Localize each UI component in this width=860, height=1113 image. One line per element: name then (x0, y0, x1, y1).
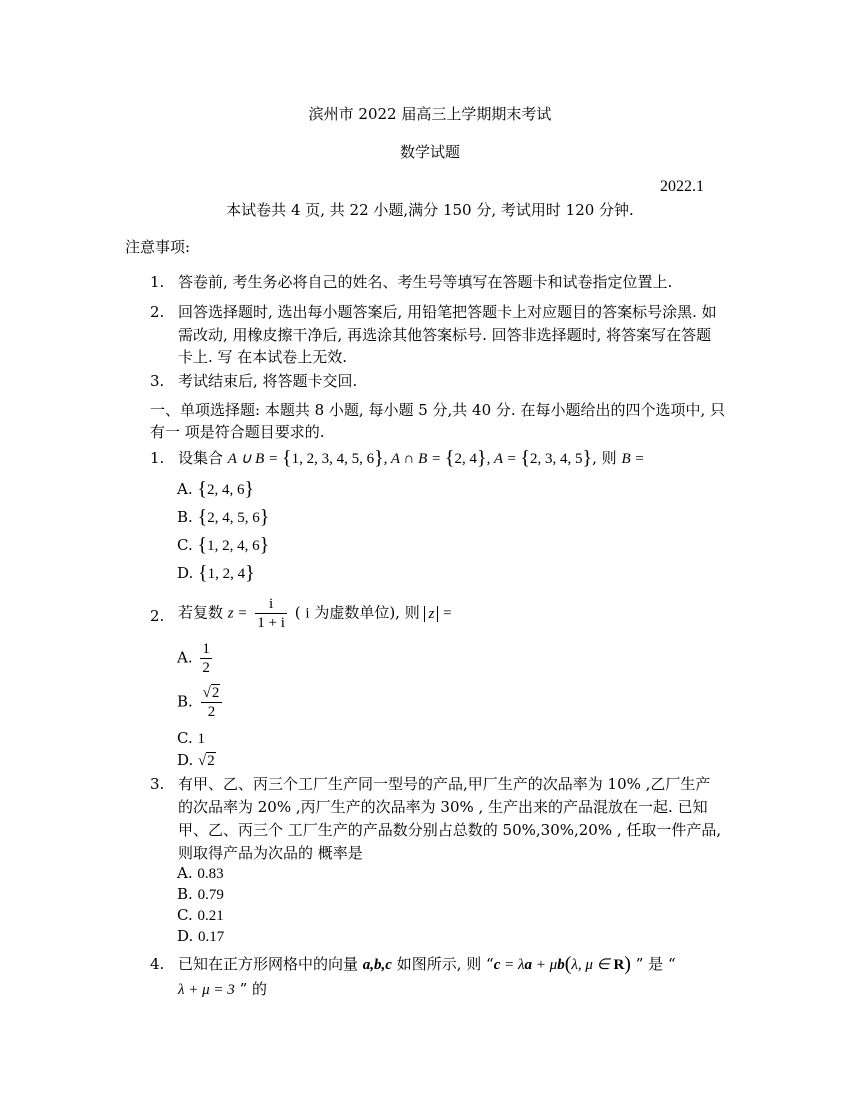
q4-end2: ” 的 (239, 980, 267, 998)
option[interactable] (177, 640, 215, 677)
option[interactable] (177, 534, 269, 557)
notice-item-number: 2. (150, 303, 165, 321)
q2-paren-open: ( (294, 603, 301, 622)
q2-prefix: 若复数 (178, 603, 224, 622)
option-fraction (200, 640, 212, 677)
option-value: 1, 2, 4, 6 (207, 538, 260, 554)
q2-z-eq: z = (227, 605, 248, 622)
brace-open: { (197, 478, 207, 500)
notice-item (150, 370, 725, 392)
option-value: 0.83 (197, 866, 224, 882)
question-4-stem (178, 952, 725, 1002)
option-label: A. (177, 480, 193, 498)
fraction-numerator: i (255, 595, 287, 614)
q4-real-set: R (613, 957, 625, 973)
option-value: 0.79 (197, 887, 224, 903)
option[interactable] (177, 862, 224, 885)
brace-close: } (244, 478, 255, 500)
q1-inter-vals: 2, 4 (454, 451, 478, 467)
q1-union-vals: 1, 2, 3, 4, 5, 6 (291, 451, 375, 467)
notice-item-text: 考试结束后, 将答题卡交回. (178, 372, 358, 390)
paren-close: ) (624, 953, 631, 975)
brace-open: { (520, 447, 530, 469)
question-2-stem (178, 595, 725, 632)
question-number: 3. (150, 775, 165, 793)
option-value: 2, 4, 6 (207, 482, 245, 498)
exam-intro: 本试卷共 4 页, 共 22 小题,满分 150 分, 考试用时 120 分钟. (226, 201, 634, 219)
q4-prefix: 已知在正方形网格中的向量 (178, 955, 359, 973)
q2-i-symbol: i (305, 605, 310, 622)
q1-suffix: , 则 (592, 449, 617, 467)
brace-open: { (197, 534, 208, 556)
question-number: 2. (150, 607, 165, 625)
q4-vectors: a,b,c (362, 957, 392, 973)
question-3 (150, 773, 725, 865)
question-2 (150, 595, 725, 632)
option-value: 0.21 (197, 908, 224, 924)
option-label: C. (177, 536, 193, 554)
sqrt-symbol: √2 (202, 685, 220, 701)
notice-heading: 注意事项: (125, 238, 191, 256)
notice-item-text: 回答选择题时, 选出每小题答案后, 用铅笔把答题卡上对应题目的答案标号涂黑. 如需改动, 用橡皮擦干净后, 再选涂其他答案标号. 回答非选择题时, 将答案写在答题卡上. 写 在本试卷上无效. (178, 303, 717, 366)
q4-b: b (557, 957, 565, 973)
option-value: 1 (197, 731, 205, 747)
q2-abs-z: z (424, 606, 438, 622)
q4-c: c (493, 957, 501, 973)
notice-item-number: 1. (150, 273, 165, 291)
exam-date: 2022.1 (660, 178, 704, 195)
q4-eq-lambda: = λ (500, 957, 525, 973)
fraction-denominator: 1 + i (257, 615, 285, 631)
q4-end1: ” 是 “ (635, 955, 676, 973)
brace-close: } (582, 447, 593, 469)
option[interactable] (177, 478, 254, 501)
notice-item-number: 3. (150, 372, 165, 390)
sqrt-symbol: √2 (198, 753, 215, 769)
option-label: D. (177, 927, 194, 945)
option[interactable] (177, 883, 224, 906)
option-value: 1, 2, 4 (207, 566, 246, 582)
q2-paren-text: 为虚数单位), 则 (314, 603, 420, 622)
q1-prefix: 设集合 (178, 449, 224, 467)
question-4 (150, 952, 725, 1002)
brace-close: } (374, 447, 384, 469)
brace-close: } (245, 562, 255, 584)
q1-set-a: , A = (486, 451, 521, 467)
q1-inter: , A ∩ B = (383, 451, 445, 467)
radicand: 2 (207, 753, 215, 769)
option-value: 0.17 (198, 929, 225, 945)
question-number: 4. (150, 955, 165, 973)
option[interactable] (177, 727, 205, 750)
option[interactable] (177, 506, 269, 529)
brace-open: { (197, 506, 208, 528)
option[interactable] (177, 562, 255, 585)
fraction-numerator (201, 684, 223, 703)
option-label: D. (177, 564, 194, 582)
fraction-numerator: 1 (202, 641, 210, 657)
notice-item (150, 271, 725, 293)
q4-cond: λ, μ ∈ (571, 957, 614, 973)
brace-close: } (477, 447, 487, 469)
fraction-denominator: 2 (202, 660, 210, 676)
option[interactable] (177, 749, 216, 772)
q1-ask: B = (621, 451, 645, 467)
brace-close: } (259, 506, 270, 528)
q4-line2: λ + μ = 3 (178, 982, 235, 998)
q4-a: a (524, 957, 533, 973)
exam-subtitle: 数学试题 (399, 143, 460, 161)
option-label: D. (177, 751, 194, 769)
brace-open: { (444, 447, 455, 469)
paren-open: ( (564, 953, 572, 975)
option-label: C. (177, 729, 193, 747)
option-label: B. (177, 885, 193, 903)
question-1-stem (178, 447, 725, 470)
question-1 (150, 447, 725, 470)
option-fraction (201, 684, 223, 721)
q4-plus-mu: + μ (532, 957, 558, 973)
option-label: B. (177, 692, 193, 711)
option-label: B. (177, 508, 193, 526)
option[interactable] (177, 684, 225, 721)
notice-item-text: 答卷前, 考生务必将自己的姓名、考生号等填写在答题卡和试卷指定位置上. (178, 273, 673, 291)
brace-close: } (259, 534, 270, 556)
brace-open: { (281, 447, 292, 469)
q1-union: A ∪ B = (227, 451, 282, 467)
brace-open: { (198, 562, 208, 584)
radicand: 2 (211, 685, 220, 701)
q1-a-vals: 2, 3, 4, 5 (530, 451, 583, 467)
fraction-denominator: 2 (207, 704, 216, 720)
option-value: 2, 4, 5, 6 (207, 510, 260, 526)
option[interactable] (177, 904, 224, 927)
question-3-stem: 有甲、乙、丙三个工厂生产同一型号的产品,甲厂生产的次品率为 10% ,乙厂生产的次品率为 20% ,丙厂生产的次品率为 30% , 生产出来的产品混放在一起. 已知甲、乙、丙三个 工厂生产的产品数分别占总数的 50%,30%,20% , 任取一件产品, 则取得产品为次品的 概率是 (178, 775, 722, 862)
question-number: 1. (150, 449, 165, 467)
section-heading: 一、单项选择题: 本题共 8 小题, 每小题 5 分,共 40 分. 在每小题给出的四个选项中, 只有一 项是符合题目要求的. (150, 401, 725, 441)
option-label: A. (177, 864, 193, 882)
exam-title: 滨州市 2022 届高三上学期期末考试 (308, 105, 552, 123)
option-label: C. (177, 906, 193, 924)
option-label: A. (177, 648, 193, 667)
q4-mid: 如图所示, 则 “ (396, 955, 494, 973)
q2-eq: = (443, 605, 452, 622)
option[interactable] (177, 925, 224, 948)
notice-item (150, 301, 725, 369)
q2-fraction (255, 595, 287, 632)
